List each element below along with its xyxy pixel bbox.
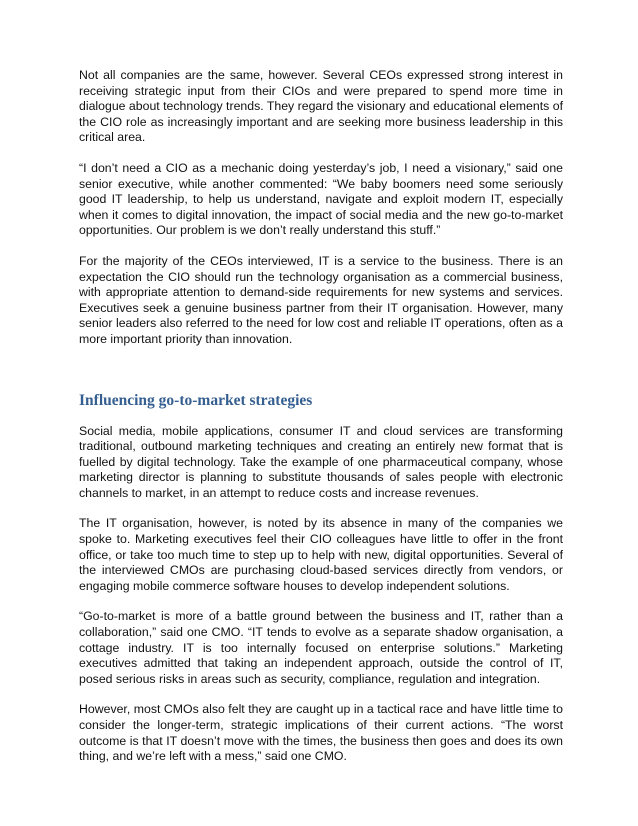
document-page <box>79 68 563 780</box>
section-paragraph-2: The IT organisation, however, is noted by its absence in many of the companies we spoke to. Marketing executives feel their CIO colleagues have little to offer in the front office, or take too much time to step up to help with new, digital opportunities. Several of the interviewed CMOs are purchasing cloud-based services directly from vendors, or engaging mobile commerce software houses to develop independent solutions. <box>79 516 563 593</box>
intro-paragraph-3: For the majority of the CEOs interviewed, IT is a service to the business. There is an expectation the CIO should run the technology organisation as a commercial business, with appropriate attention to demand-side requirements for new systems and services. Executives seek a genuine business partner from their IT organisation. However, many senior leaders also referred to the need for low cost and reliable IT operations, often as a more important priority than innovation. <box>79 253 563 346</box>
intro-paragraph-1: Not all companies are the same, however. Several CEOs expressed strong interest in receiving strategic input from their CIOs and were prepared to spend more time in dialogue about technology trends. They regard the visionary and educational elements of the CIO role as increasingly important and are seeking more business leadership in this critical area. <box>79 68 563 145</box>
section-spacer <box>79 363 563 391</box>
section-paragraph-4: However, most CMOs also felt they are caught up in a tactical race and have little time to consider the longer-term, strategic implications of their current actions. “The worst outcome is that IT doesn’t move with the times, the business then goes and does its own thing, and we’re left with a mess,” said one CMO. <box>79 702 563 764</box>
section-heading: Influencing go-to-market strategies <box>79 391 313 409</box>
section-paragraph-3: “Go-to-market is more of a battle ground between the business and IT, rather than a collaboration,” said one CMO. “IT tends to evolve as a separate shadow organisation, a cottage industry. IT is too internally focused on enterprise solutions.” Marketing executives admitted that taking an independent approach, outside the control of IT, posed serious risks in areas such as security, compliance, regulation and integration. <box>79 609 563 686</box>
intro-paragraph-2: “I don’t need a CIO as a mechanic doing yesterday’s job, I need a visionary,” said one senior executive, while another commented: “We baby boomers need some seriously good IT leadership, to help us understand, navigate and exploit modern IT, especially when it comes to digital innovation, the impact of social media and the new go-to-market opportunities. Our problem is we don’t really understand this stuff.” <box>79 160 563 238</box>
section-paragraph-1: Social media, mobile applications, consumer IT and cloud services are transforming traditional, outbound marketing techniques and creating an entirely new format that is fuelled by digital technology. Take the example of one pharmaceutical company, whose marketing director is planning to substitute thousands of sales people with electronic channels to market, in an attempt to reduce costs and increase revenues. <box>79 423 563 500</box>
